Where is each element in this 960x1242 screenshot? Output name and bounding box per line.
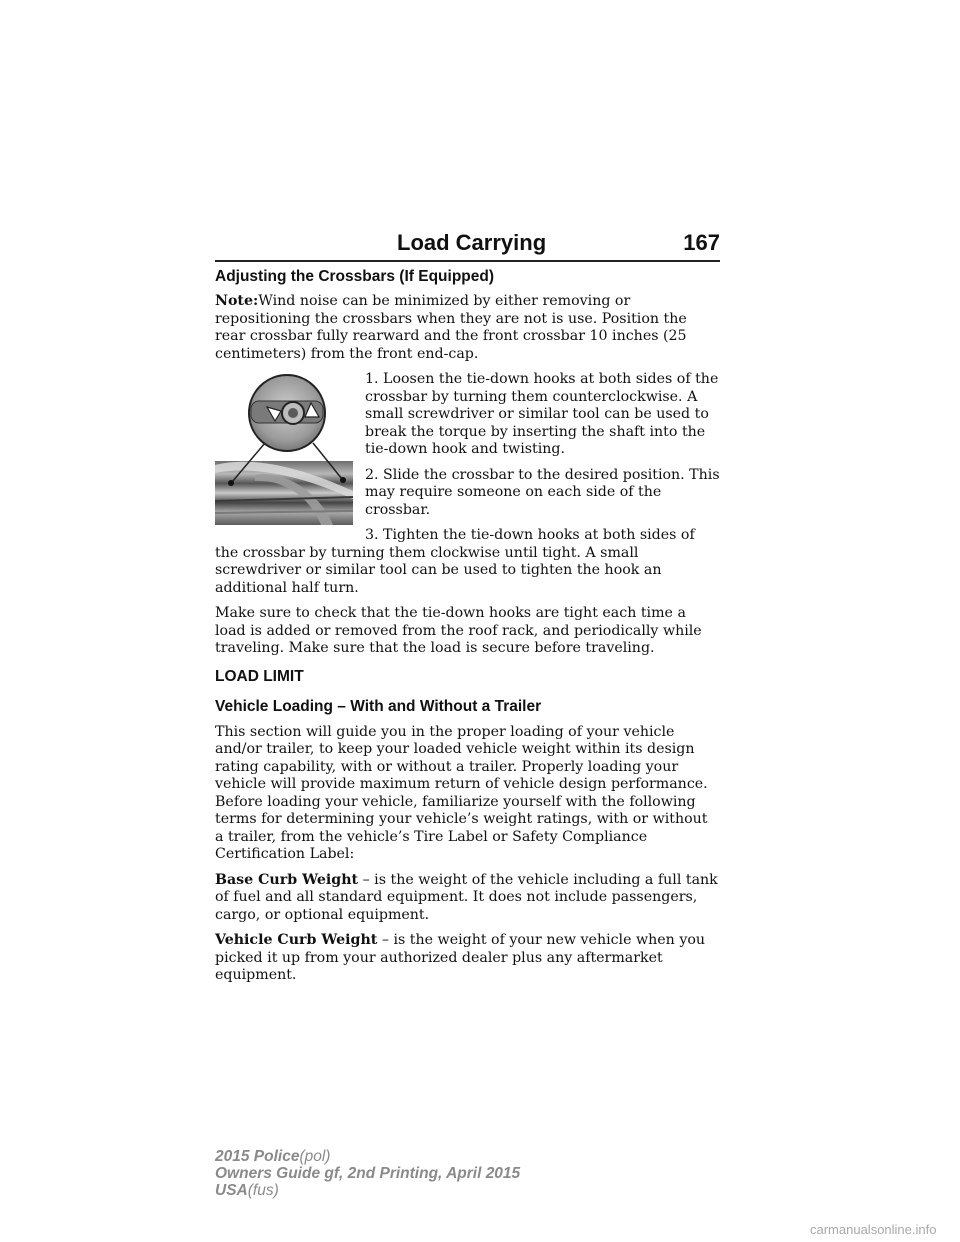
footer-edition: Owners Guide gf, 2nd Printing, April 2015 xyxy=(215,1165,521,1182)
term-definition: – is the weight of your new vehicle when you picked it up from your authorized dealer plus any aftermarket equipment. xyxy=(215,932,706,983)
footer-line-3 xyxy=(215,1182,520,1199)
step-2: 2. Slide the crossbar to the desired position. This may require someone on each side of the crossbar. xyxy=(365,466,720,518)
footer-line-1 xyxy=(215,1148,520,1165)
footer-model: 2015 Police xyxy=(215,1148,300,1165)
page-number: 167 xyxy=(683,230,720,255)
footer-line-2 xyxy=(215,1165,520,1182)
header-rule xyxy=(215,260,720,262)
vehicle-loading-subheading: Vehicle Loading – With and Without a Trailer xyxy=(215,697,542,715)
tie-down-check-paragraph: Make sure to check that the tie-down hooks are tight each time a load is added or removed from the roof rack, and periodically while traveling. Make sure that the load is secure before traveling. xyxy=(215,605,702,656)
term-label: Base Curb Weight xyxy=(215,871,359,888)
watermark: carmanualsonline.info xyxy=(810,1222,937,1237)
note-label: Note: xyxy=(215,293,259,309)
step-1: 1. Loosen the tie-down hooks at both sides of the crossbar by turning them counterclockwise. A small screwdriver or similar tool can be used to break the torque by inserting the shaft into the tie-down hook and twisting. xyxy=(365,371,719,457)
page-header xyxy=(215,226,720,262)
note-paragraph xyxy=(215,293,720,363)
footer-market: USA xyxy=(215,1182,248,1199)
crossbar-tie-down-illustration xyxy=(215,373,353,525)
load-limit-heading: LOAD LIMIT xyxy=(215,667,304,685)
crossbars-heading: Adjusting the Crossbars (If Equipped) xyxy=(215,268,495,285)
section-title: Load Carrying xyxy=(397,230,547,255)
steps-with-figure xyxy=(215,371,720,605)
term-definition: – is the weight of the vehicle including a full tank of fuel and all standard equipment. It does not include passengers, cargo, or optional equipment. xyxy=(215,871,718,923)
step-3: 3. Tighten the tie-down hooks at both sides of the crossbar by turning them clockwise until tight. A small screwdriver or similar tool can be used to tighten the hook an additional half turn. xyxy=(215,527,695,596)
page-content xyxy=(215,268,720,993)
note-text: Wind noise can be minimized by either removing or repositioning the crossbars when they are not is use. Position the rear crossbar fully rearward and the front crossbar 10 inches (25 centimeters) from the front end-cap. xyxy=(215,293,687,362)
footer-market-code: (fus) xyxy=(247,1182,279,1199)
page-footer xyxy=(215,1148,520,1199)
term-vehicle-curb-weight xyxy=(215,932,720,985)
loading-intro-paragraph: This section will guide you in the proper loading of your vehicle and/or trailer, to keep your loaded vehicle weight within its design rating capability, with or without a trailer. Properly loading your vehicle will provide maximum return of vehicle design performance. Before loading your vehicle, familiarize yourself with the following terms for determining your vehicle’s weight ratings, with or without a trailer, from the vehicle’s Tire Label or Safety Compliance Certification Label: xyxy=(215,723,708,862)
footer-model-code: (pol) xyxy=(299,1148,331,1165)
term-label: Vehicle Curb Weight xyxy=(215,932,378,948)
term-base-curb-weight xyxy=(215,872,720,925)
